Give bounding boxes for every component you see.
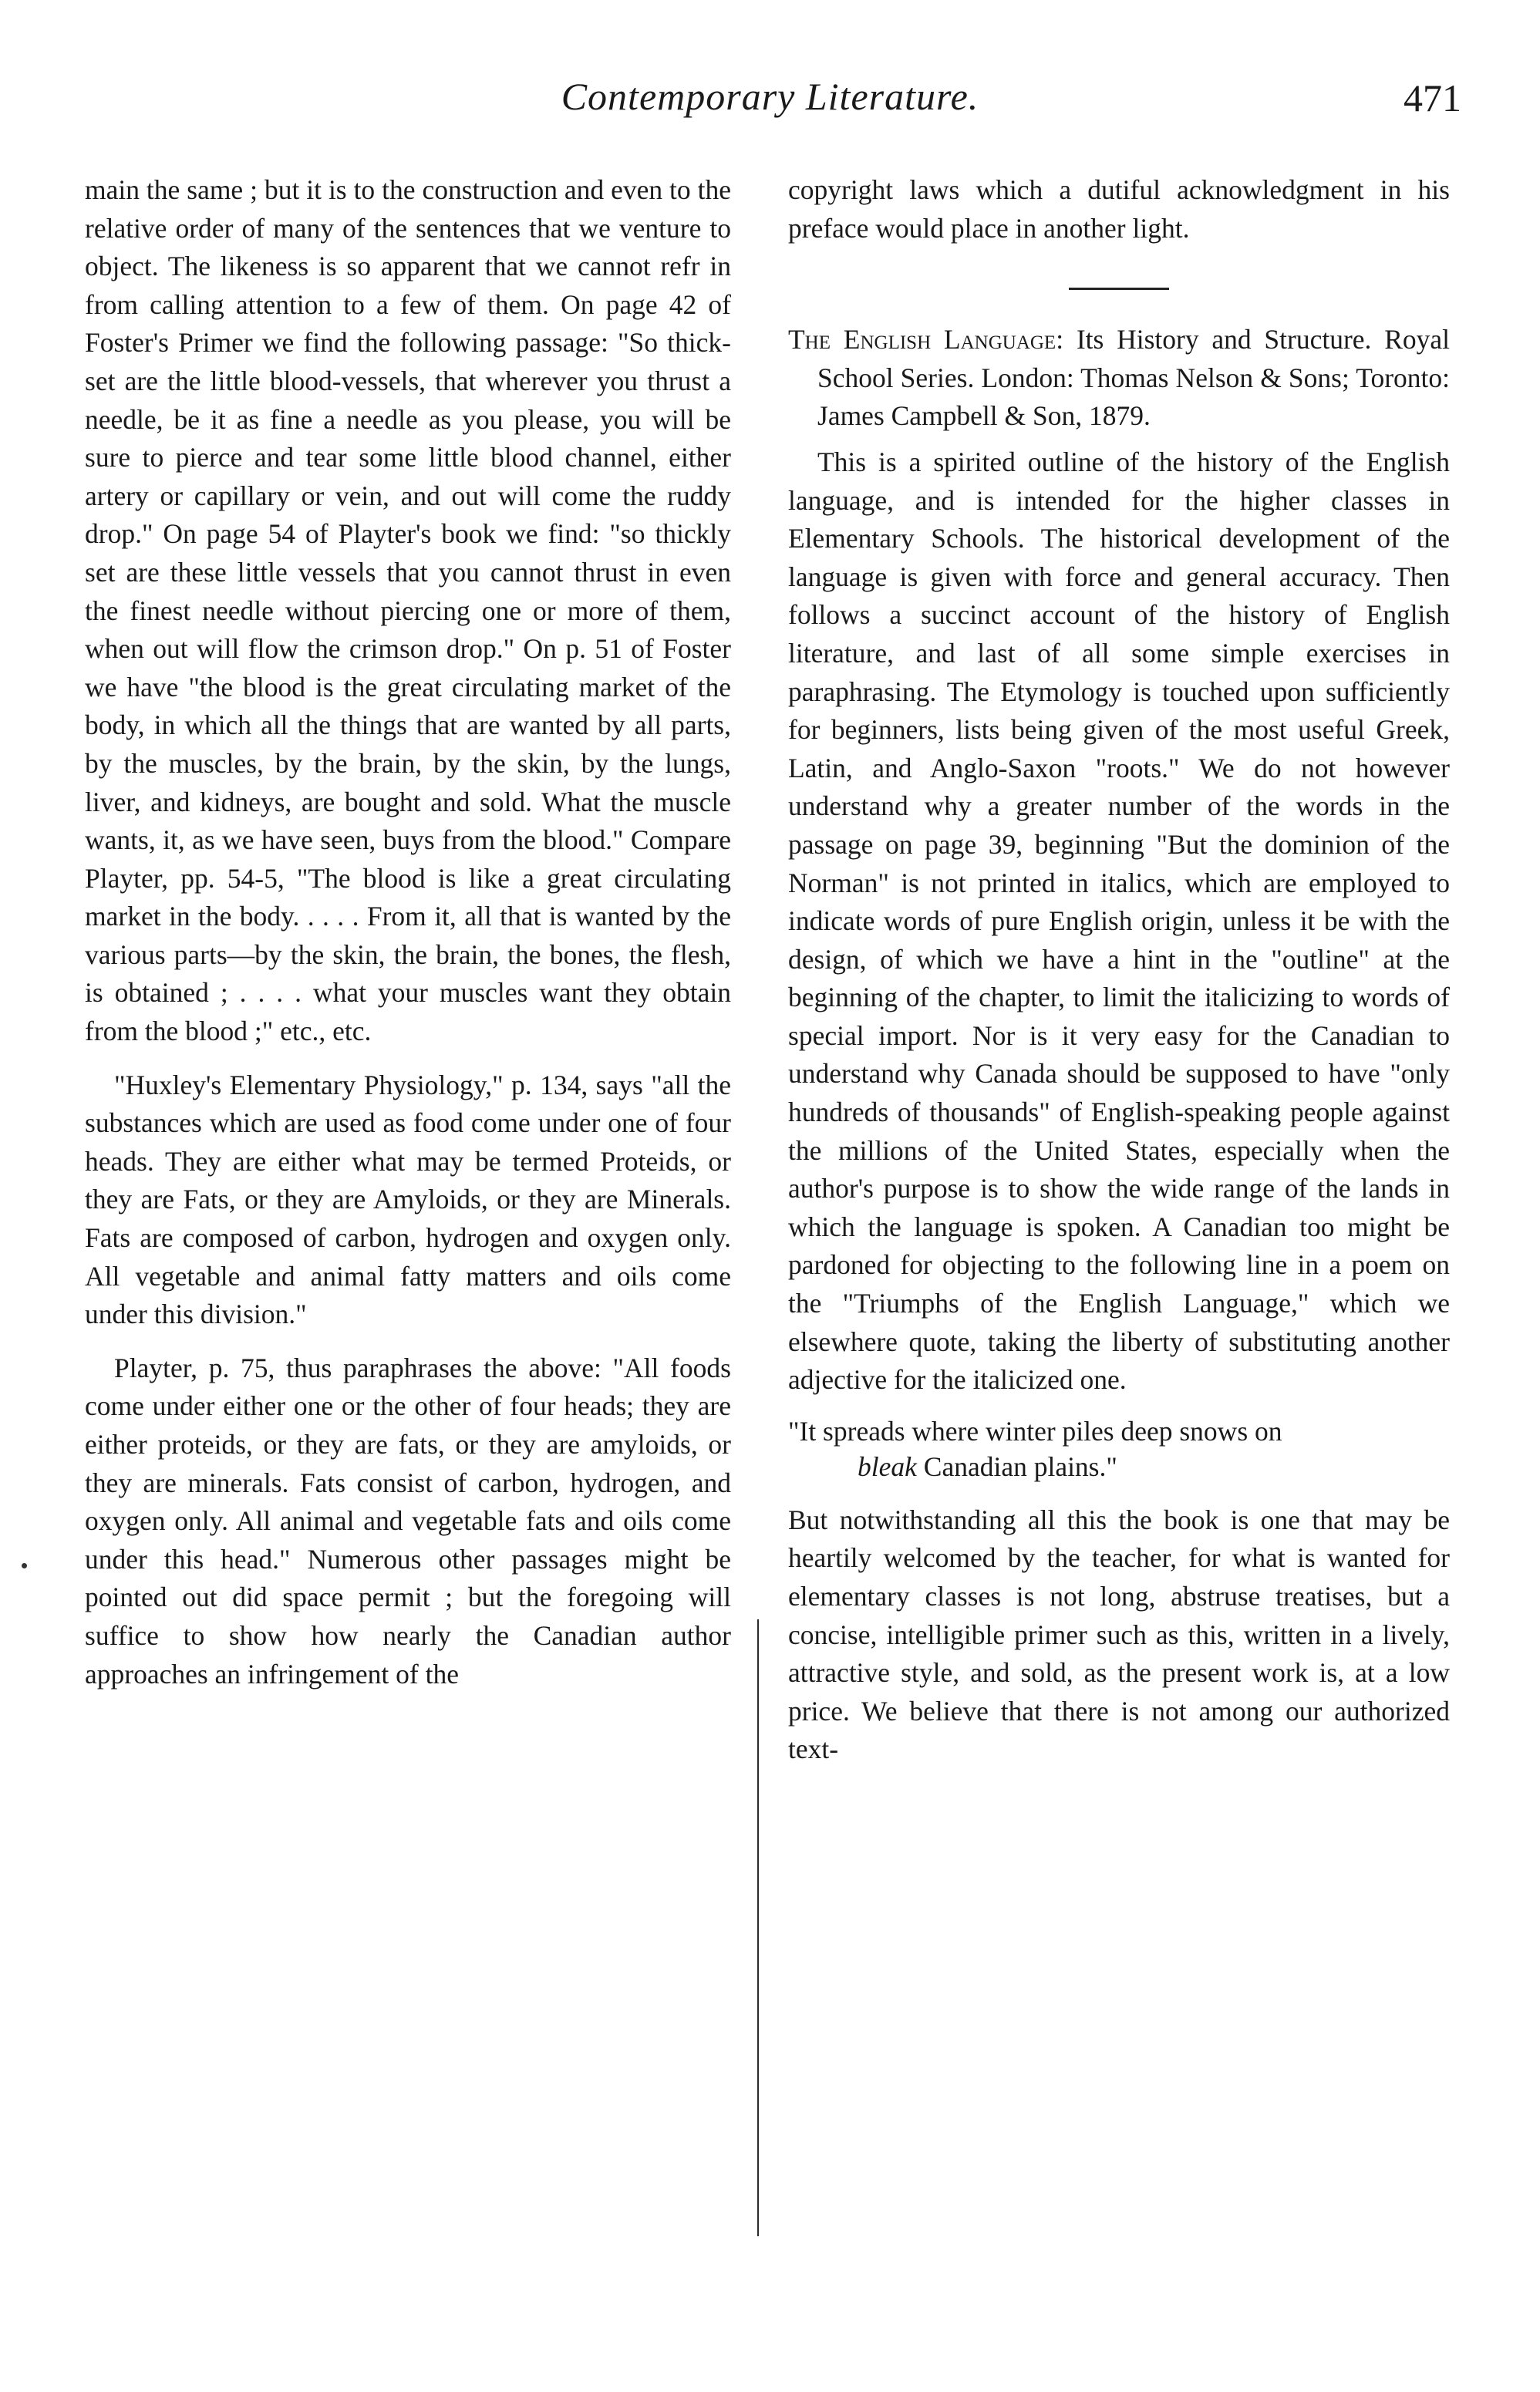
- poem-italic-word: bleak: [858, 1450, 917, 1482]
- poem-quote-line-1: "It spreads where winter piles deep snows on: [788, 1415, 1282, 1447]
- left-column: [85, 171, 731, 1693]
- paragraph-huxley-quote: "Huxley's Elementary Physiology," p. 134, says "all the substances which are used as food come under one of four heads. They are either what may be termed Proteids, or they are Fats, or they are Amyloids, or they are Minerals. Fats are composed of carbon, hydrogen and oxygen only. All vegetable and animal fatty matters and oils come under this division.": [85, 1069, 731, 1330]
- running-head: [0, 74, 1540, 136]
- review-heading: [788, 321, 1450, 436]
- right-column: [788, 171, 1450, 1769]
- poem-quote: [788, 1413, 1450, 1484]
- paragraph-foster-comparison: main the same ; but it is to the construction and even to the relative order of many of the sentences that we venture to object. The likeness is so apparent that we cannot refr in from calling attention to a few of them. On page 42 of Foster's Primer we find the following passage: "So thick-set are the little blood-vessels, that wherever you thrust a needle, be it as fine a needle as you please, you will be sure to pierce and tear some little blood channel, either artery or capillary or vein, and out will come the ruddy drop." On page 54 of Playter's book we find: "so thickly set are these little vessels that you cannot thrust in even the finest needle without piercing one or more of them, when out will flow the crimson drop." On p. 51 of Foster we have "the blood is the great circulating market of the body, in which all the things that are wanted by all parts, by the muscles, by the brain, by the skin, by the lungs, liver, and kidneys, are bought and sold. What the muscle wants, it, as we have seen, buys from the blood." Compare Playter, pp. 54-5, "The blood is like a great circulating market in the body. . . . . From it, all that is wanted by the various parts—by the skin, the brain, the bones, the flesh, is obtained ; . . . . what your muscles want they obtain from the blood ;" etc., etc.: [85, 174, 731, 1047]
- paragraph-review-conclusion: But notwithstanding all this the book is one that may be heartily welcomed by the teacher, for what is wanted for elementary classes is not long, abstruse treatises, but a concise, intelligible primer such as this, written in a lively, attractive style, and sold, as the present work is, at a low price. We believe that there is not among our authorized text-: [788, 1504, 1450, 1765]
- paragraph-copyright-conclusion: copyright laws which a dutiful acknowledgment in his preface would place in another light.: [788, 174, 1450, 244]
- review-title: The English Language: [788, 324, 1056, 355]
- section-divider: [1069, 288, 1169, 290]
- poem-quote-end: Canadian plains.": [923, 1450, 1117, 1482]
- margin-mark: [22, 1563, 27, 1568]
- paragraph-review-body: This is a spirited outline of the history of the English language, and is intended for the higher classes in Elementary Schools. The historical development of the language is given with force and general accuracy. Then follows a succinct account of the history of English literature, and last of all some simple exercises in paraphrasing. The Etymology is touched upon sufficiently for beginners, lists being given of the most useful Greek, Latin, and Anglo-Saxon "roots." We do not however understand why a greater number of the words in the passage on page 39, beginning "But the dominion of the Norman" is not printed in italics, which are employed to indicate words of pure English origin, unless it be with the design, of which we have a hint in the "outline" at the beginning of the chapter, to limit the italicizing to words of special import. Nor is it very easy for the Canadian to understand why Canada should be supposed to have "only hundreds of thousands" of English-speaking people against the millions of the United States, especially when the author's purpose is to show the wide range of the lands in which the language is spoken. A Canadian too might be pardoned for objecting to the following line in a poem on the "Triumphs of the English Language," which we elsewhere quote, taking the liberty of substituting another adjective for the italicized one.: [788, 446, 1450, 1396]
- column-rule: [757, 1619, 759, 2236]
- paragraph-playter-paraphrase: Playter, p. 75, thus paraphrases the above: "All foods come under either one or the other of four heads; they are either proteids, or they are fats, or they are amyloids, or they are minerals. Fats consist of carbon, hydrogen, and oxygen only. All animal and vegetable fats and oils come under this head." Numerous other passages might be pointed out did space permit ; but the foregoing will suffice to show how nearly the Canadian author approaches an infringement of the: [85, 1352, 731, 1690]
- review-citation: : Its History and Structure. Royal School Series. London: Thomas Nelson & Sons; Toronto: James Campbell & Son, 1879.: [817, 324, 1451, 432]
- running-title: Contemporary Literature.: [561, 75, 979, 118]
- poem-quote-line-2: [788, 1449, 1450, 1484]
- page-number: 471: [1404, 76, 1461, 120]
